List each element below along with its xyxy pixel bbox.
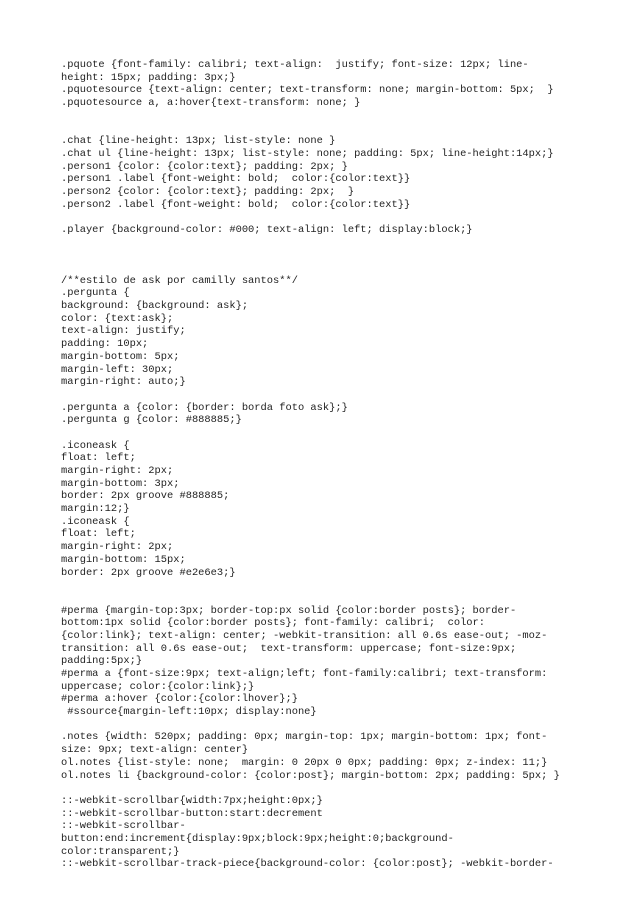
code-line: margin-bottom: 15px; (61, 553, 186, 566)
code-line: margin-left: 30px; (61, 363, 174, 376)
code-line: .player {background-color: #000; text-align: left; display:block;} (61, 223, 473, 236)
code-line: .person1 {color: {color:text}; padding: 2px; } (61, 160, 348, 173)
code-line (61, 211, 581, 224)
code-line: uppercase; color:{color:link};} (61, 680, 255, 693)
code-line (61, 579, 581, 592)
code-line: .iconeask { (61, 515, 130, 528)
code-line (61, 782, 581, 795)
code-line: margin-right: auto;} (61, 376, 186, 389)
code-line (61, 110, 581, 123)
code-line: .pergunta { (61, 287, 130, 300)
code-line: text-align: justify; (61, 325, 186, 338)
code-line: .person2 {color: {color:text}; padding: 2px; } (61, 185, 355, 198)
code-line (61, 122, 581, 135)
code-line (61, 249, 581, 262)
code-line: height: 15px; padding: 3px;} (61, 71, 236, 84)
code-line: ::-webkit-scrollbar{width:7px;height:0px;} (61, 794, 323, 807)
code-line: .pergunta a {color: {border: borda foto ask};} (61, 401, 348, 414)
code-line: border: 2px groove #e2e6e3;} (61, 566, 236, 579)
code-line: #perma a {font-size:9px; text-align;left; font-family:calibri; text-transform: (61, 668, 548, 680)
code-line: ol.notes li {background-color: {color:post}; margin-bottom: 2px; padding: 5px; } (61, 769, 560, 782)
code-line (61, 389, 581, 402)
code-line: .iconeask { (61, 439, 130, 452)
code-line: ol.notes {list-style: none; margin: 0 20px 0 0px; padding: 0px; z-index: 11;} (61, 756, 548, 769)
code-line: float: left; (61, 528, 136, 541)
code-line (61, 427, 581, 440)
code-line: ::-webkit-scrollbar-track-piece{background-color: {color:post}; -webkit-border- (61, 858, 554, 871)
code-line: #perma a:hover {color:{color:lhover};} (61, 693, 298, 706)
code-line: ::-webkit-scrollbar- (61, 820, 186, 833)
code-line: margin-right: 2px; (61, 541, 174, 554)
code-line (61, 237, 581, 250)
code-line: {color:link}; text-align: center; -webkit-transition: all 0.6s ease-out; -moz- (61, 629, 548, 642)
code-line: button:end:increment{display:9px;block:9px;height:0;background- (61, 832, 454, 845)
code-line: #ssource{margin-left:10px; display:none} (61, 706, 317, 719)
code-line: margin-right: 2px; (61, 465, 174, 477)
code-line: bottom:1px solid {color:border posts}; font-family: calibri; color: (61, 617, 486, 630)
code-line: .chat {line-height: 13px; list-style: none } (61, 135, 336, 148)
code-line: #perma {margin-top:3px; border-top:px solid {color:border posts}; border- (61, 604, 517, 617)
code-line (61, 719, 581, 732)
code-line: border: 2px groove #888885; (61, 490, 230, 503)
code-line: background: {background: ask}; (61, 300, 249, 313)
code-line (61, 592, 581, 605)
css-code-block (61, 59, 581, 871)
code-line: padding: 10px; (61, 338, 149, 351)
code-line: margin:12;} (61, 503, 130, 516)
code-line: .person2 .label {font-weight: bold; color:{color:text}} (61, 198, 411, 211)
code-line: transition: all 0.6s ease-out; text-transform: uppercase; font-size:9px; (61, 642, 517, 655)
code-line: color: {text:ask}; (61, 312, 174, 325)
code-line: .person1 .label {font-weight: bold; color:{color:text}} (61, 173, 411, 186)
code-line: padding:5px;} (61, 655, 143, 668)
code-line: margin-bottom: 5px; (61, 350, 180, 363)
code-line (61, 262, 581, 275)
code-line: margin-bottom: 3px; (61, 477, 180, 490)
code-line: color:transparent;} (61, 845, 180, 858)
code-line: .pergunta g {color: #888885;} (61, 414, 242, 427)
code-line: ::-webkit-scrollbar-button:start:decrement (61, 807, 323, 820)
code-line: .pquotesource a, a:hover{text-transform: none; } (61, 97, 361, 110)
code-line: .chat ul {line-height: 13px; list-style: none; padding: 5px; line-height:14px;} (61, 147, 554, 160)
code-line: .notes {width: 520px; padding: 0px; margin-top: 1px; margin-bottom: 1px; font- (61, 731, 548, 744)
code-line: /**estilo de ask por camilly santos**/ (61, 274, 298, 287)
code-line: .pquote {font-family: calibri; text-align: justify; font-size: 12px; line- (61, 59, 529, 71)
code-line: size: 9px; text-align: center} (61, 744, 249, 757)
code-line: .pquotesource {text-align: center; text-transform: none; margin-bottom: 5px; } (61, 84, 554, 97)
code-line: float: left; (61, 452, 136, 465)
